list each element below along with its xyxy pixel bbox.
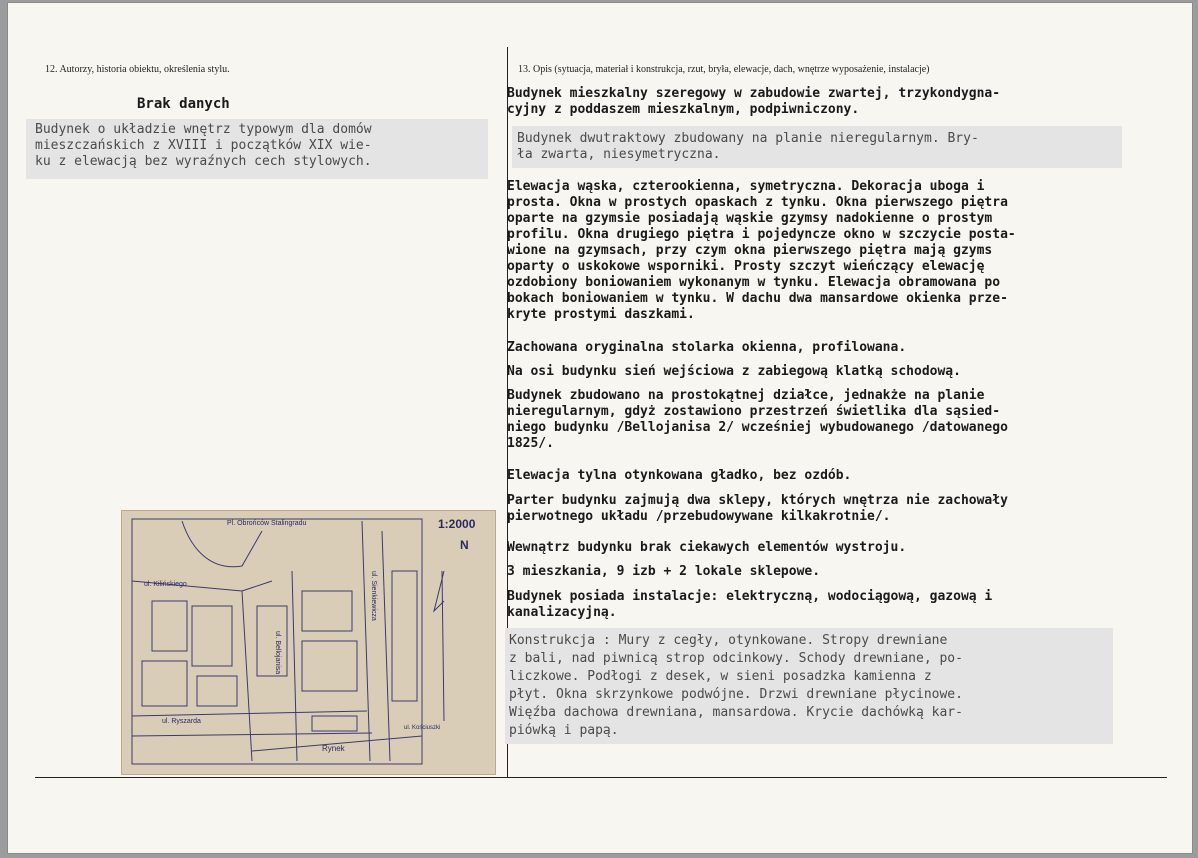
description-line: pierwotnego układu /przebudowywane kilkakrotnie/. [507,509,891,524]
map-label: ul. Ryszarda [162,718,201,725]
map-north: N [460,538,469,552]
location-map [121,510,496,775]
map-drawing [122,511,495,774]
description-line: kanalizacyjną. [507,605,617,620]
description-line: Budynek mieszkalny szeregowy w zabudowie zwartej, trzykondygna- [507,86,1001,101]
map-label: ul. Sienkiewicza [370,571,377,621]
map-label: ul. Kilińskiego [144,581,187,588]
no-data-label: Brak danych [137,96,230,112]
description-shaded-block: Budynek dwutraktowy zbudowany na planie nieregularnym. Bry- ła zwarta, niesymetryczna. [512,126,1122,168]
description-line: prosta. Okna w prostych opaskach z tynku. Okna pierwszego piętra [507,195,1008,210]
description-line: bokach boniowaniem w tynku. W dachu dwa mansardowe okienka prze- [507,291,1008,306]
description-line: profilu. Okna drugiego piętra i pojedyncze okno w szczycie posta- [507,227,1016,242]
description-line: kryte prostymi daszkami. [507,307,695,322]
description-line: Parter budynku zajmują dwa sklepy, których wnętrza nie zachowały [507,493,1008,508]
description-line: Budynek posiada instalacje: elektryczną, wodociągową, gazową i [507,589,993,604]
map-scale: 1:2000 [438,517,476,531]
description-line: wione na gzymsach, przy czym okna pierwszego piętra mają gzyms [507,243,993,258]
left-paragraph: Budynek o układzie wnętrz typowym dla domów mieszczańskich z XVIII i początków XIX wie- ku z elewacją bez wyraźnych cech stylowych. [26,119,488,179]
description-line: Elewacja tylna otynkowana gładko, bez ozdób. [507,468,852,483]
map-label: ul. Bellojanisa [274,631,281,675]
description-line: oparty o uskokowe wsporniki. Prosty szczyt wieńczący elewację [507,259,985,274]
map-label: ul. Kościuszki [404,725,441,731]
description-line: Budynek zbudowano na prostokątnej działce, jednakże na planie [507,388,985,403]
description-line: Elewacja wąska, czterookienna, symetryczna. Dekoracja uboga i [507,179,985,194]
description-line: 3 mieszkania, 9 izb + 2 lokale sklepowe. [507,564,821,579]
description-line: 1825/. [507,436,554,451]
description-line: nieregularnym, gdyż zostawiono przestrzeń świetlika dla sąsied- [507,404,1001,419]
description-line: Na osi budynku sień wejściowa z zabiegową klatką schodową. [507,364,961,379]
description-line: ozdobiony boniowaniem wykonanym w tynku. Elewacja obramowana po [507,275,1001,290]
record-card [7,2,1193,854]
description-line: niego budynku /Bellojanisa 2/ wcześniej wybudowanego /datowanego [507,420,1008,435]
bottom-rule [35,777,1167,778]
section-12-header: 12. Autorzy, historia obiektu, określenia stylu. [45,64,230,75]
description-line: Wewnątrz budynku brak ciekawych elementów wystroju. [507,540,907,555]
description-line: oparte na gzymsie posiadają wąskie gzymsy nadokienne o prostym [507,211,993,226]
description-line: Zachowana oryginalna stolarka okienna, profilowana. [507,340,907,355]
description-line: cyjny z poddaszem mieszkalnym, podpiwniczony. [507,102,860,117]
map-label: Rynek [322,744,345,753]
section-13-header: 13. Opis (sytuacja, materiał i konstrukcja, rzut, bryła, elewacje, dach, wnętrze wyposażenie, instalacje) [518,64,930,75]
map-label: Pl. Obrońców Stalingradu [227,520,307,527]
construction-shaded-block: Konstrukcja : Mury z cegły, otynkowane. Stropy drewniane z bali, nad piwnicą strop odcinkowy. Schody drewniane, po- liczkowe. Podłogi z desek, w sieni posadzka kamienna z płyt. Okna skrzynkowe podwójne. Drzwi drewniane płycinowe. Więźba dachowa drewniana, mansardowa. Krycie dachówką kar- piówką i papą. [505,628,1113,744]
